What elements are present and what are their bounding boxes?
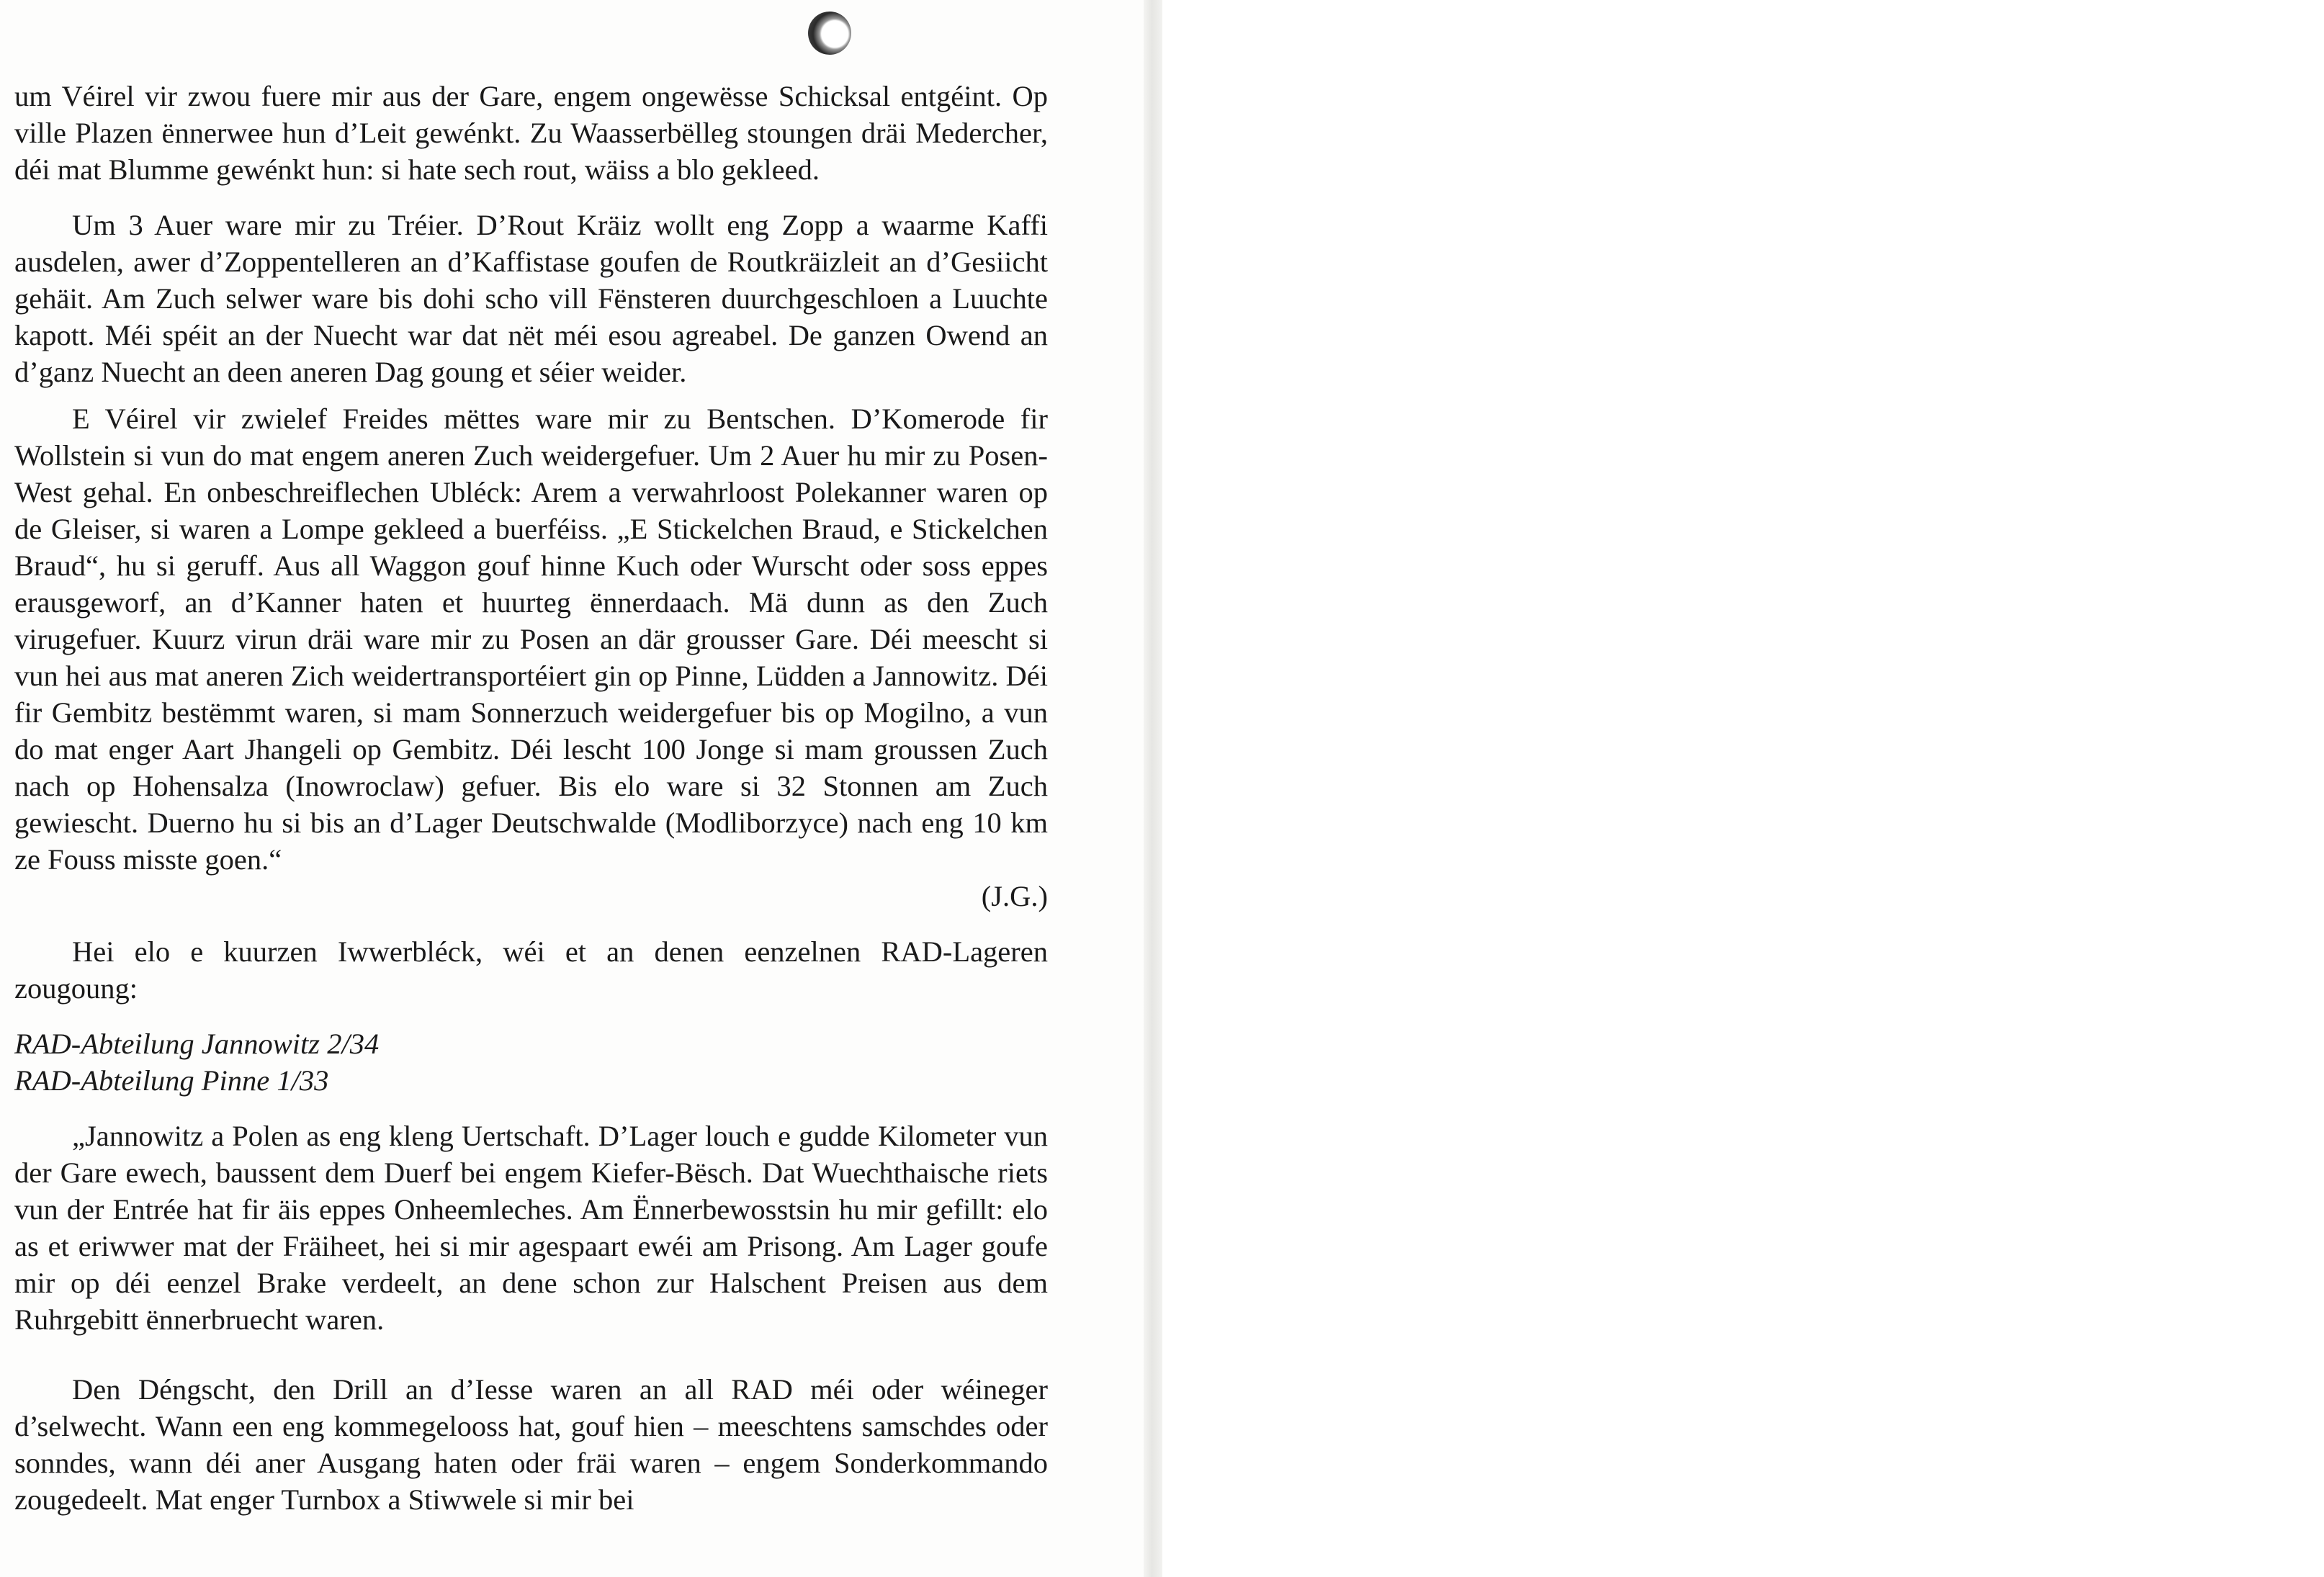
paragraph-5: „Jannowitz a Polen as eng kleng Uertschaft. D’Lager louch e gudde Kilometer vun der Gare ewech, baussent dem Duerf bei engem Kiefer-Bësch. Dat Wuechthaische riets vun der Entrée hat fir äis eppes Onheemleches. Am Ënnerbewosstsin hu mir gefillt: elo as et eriwwer mat der Fräiheet, hei si mir agespaart ewéi am Prisong. Am Lager goufe mir op déi eenzel Brake verdeelt, an dene schon zur Halschent Preisen aus dem Ruhrgebitt ënnerbruecht waren. [14,1120,1048,1336]
paragraph-3: E Véirel vir zwielef Freides mëttes ware mir zu Bentschen. D’Komerode fir Wollstein si vun do mat engem aneren Zuch weidergefuer. Um 2 Auer hu mir zu Posen-West gehal. En onbeschreiflechen Ubléck: Arem a verwahrloost Polekanner waren op de Gleiser, si waren a Lompe gekleed a buerféiss. „E Stickelchen Braud, e Stickelchen Braud“, hu si geruff. Aus all Waggon gouf hinne Kuch oder Wurscht oder soss eppes erausgeworf, an d’Kanner haten et huurteg ënnerdaach. Mä dunn as den Zuch virugefuer. Kuurz virun dräi ware mir zu Posen an där grousser Gare. Déi meescht si vun hei aus mat aneren Zich weidertransportéiert gin op Pinne, Lüdden a Jannowitz. Déi fir Gembitz bestëmmt waren, si mam Sonnerzuch weidergefuer bis op Mogilno, a vun do mat enger Aart Jhangeli op Gembitz. Déi lescht 100 Jonge si mam groussen Zuch nach op Hohensalza (Inowroclaw) gefuer. Bis elo ware si 32 Stonnen am Zuch gewiescht. Duerno hu si bis an d’Lager Deutschwalde (Modliborzyce) nach eng 10 km ze Fouss misste goen.“ [14,403,1048,876]
signature-row [14,878,1048,915]
book-gutter [1144,0,1162,1577]
paragraph-4: Hei elo e kuurzen Iwwerbléck, wéi et an denen eenzelnen RAD-Lageren zougoung: [14,935,1048,1005]
left-text-column [14,78,1048,1518]
signature: (J.G.) [981,880,1048,912]
left-page [0,0,1152,1577]
heading-jannowitz: RAD-Abteilung Jannowitz 2/34 [14,1028,380,1060]
heading-pinne: RAD-Abteilung Pinne 1/33 [14,1064,329,1097]
punch-hole-icon [808,12,851,55]
paragraph-2: Um 3 Auer ware mir zu Tréier. D’Rout Kräiz wollt eng Zopp a waarme Kaffi ausdelen, awer d’Zoppentelleren an d’Kaffistase goufen de Routkräizleit an d’Gesiicht gehäit. Am Zuch selwer ware bis dohi scho vill Fënsteren duurchgeschloen a Luuchte kapott. Méi spéit an der Nuecht war dat nët méi esou agreabel. De ganzen Owend an d’ganz Nuecht an deen aneren Dag goung et séier weider. [14,209,1048,388]
paragraph-6: Den Déngscht, den Drill an d’Iesse waren an all RAD méi oder wéineger d’selwecht. Wann een eng kommegelooss hat, gouf hien – meeschtens samschdes oder sonndes, wann déi aner Ausgang haten oder fräi waren – engem Sonderkommando zougedeelt. Mat enger Turnbox a Stiwwele si mir bei [14,1373,1048,1516]
paragraph-1: um Véirel vir zwou fuere mir aus der Gare, engem ongewësse Schicksal entgéint. Op ville Plazen ënnerwee hun d’Leit gewénkt. Zu Waasserbëlleg stoungen dräi Medercher, déi mat Blumme gewénkt hun: si hate sech rout, wäiss a blo gekleed. [14,80,1048,186]
